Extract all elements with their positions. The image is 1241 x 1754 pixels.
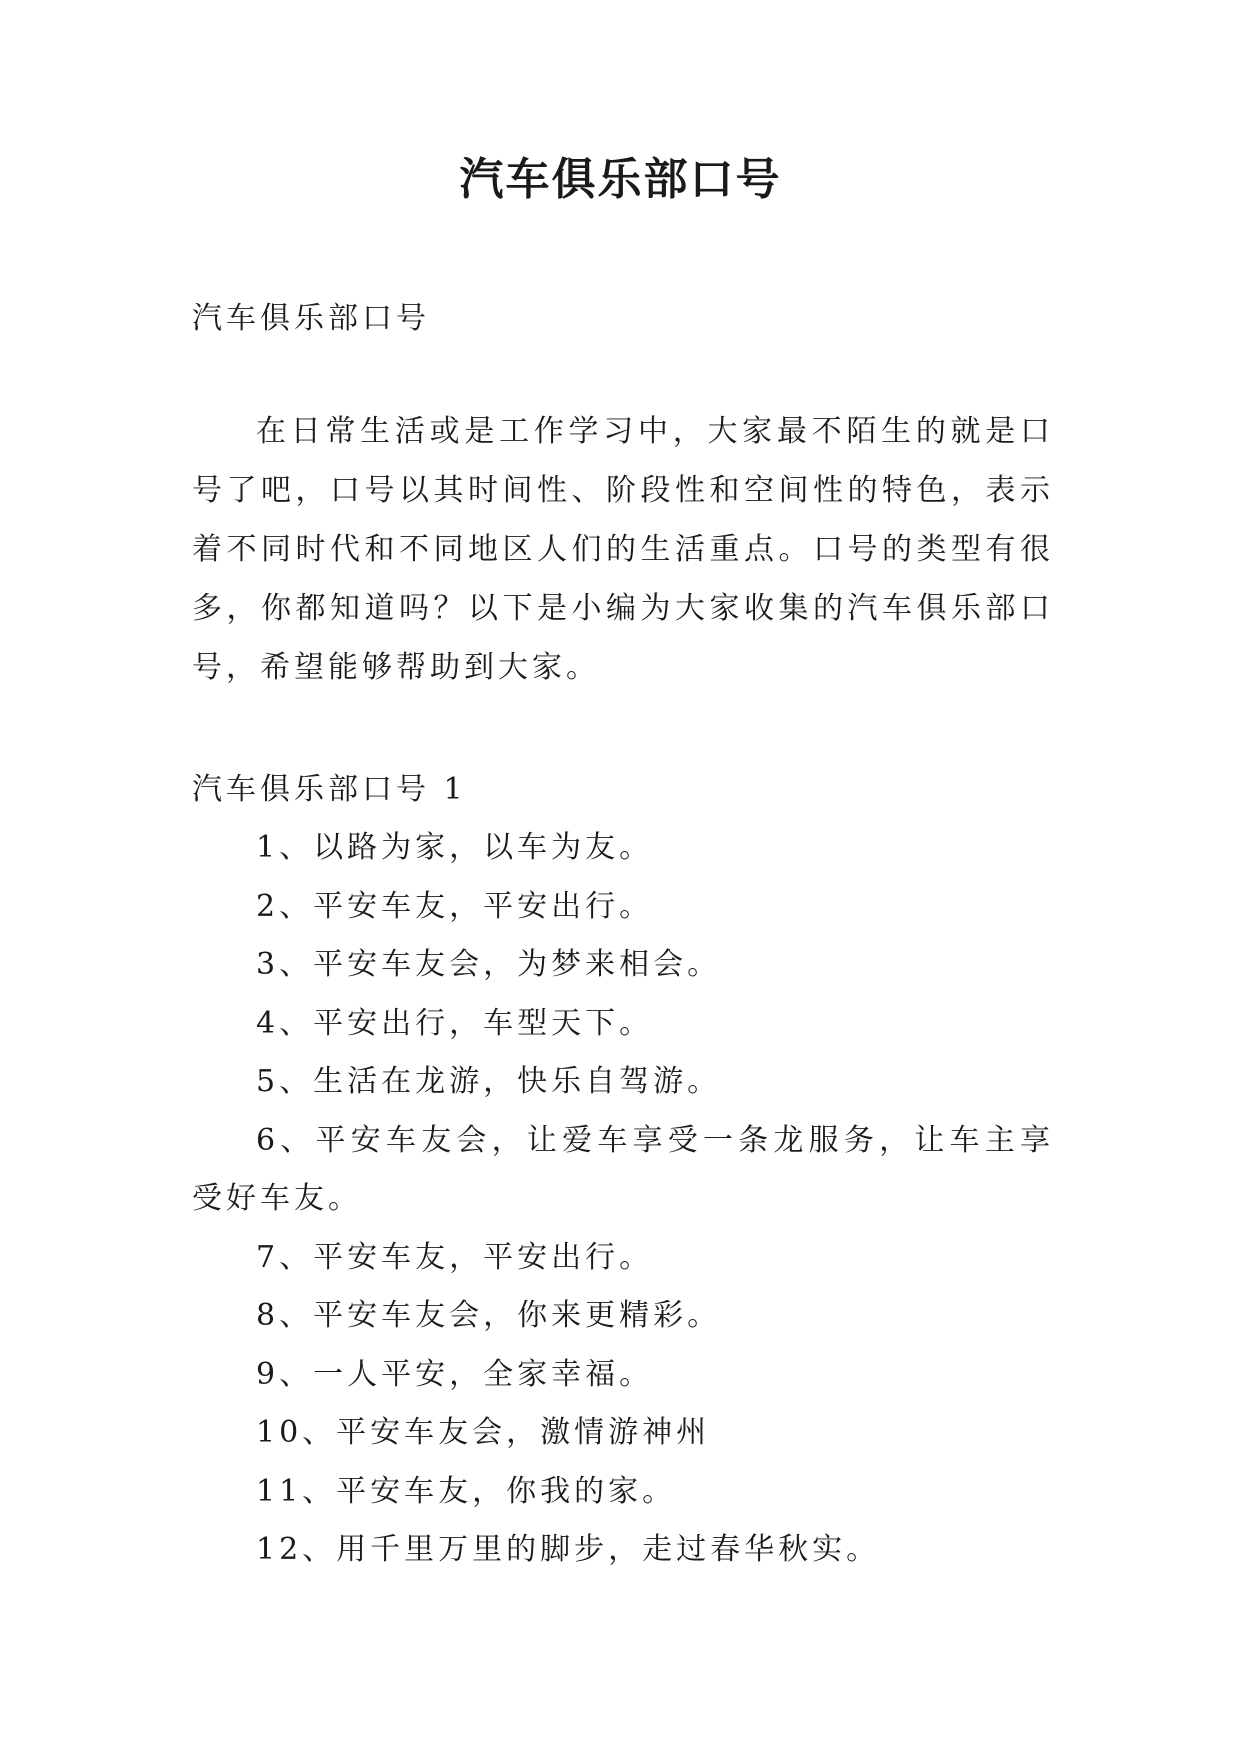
- slogan-item: 9、一人平安，全家幸福。: [256, 1356, 654, 1392]
- slogan-item: 12、用千里万里的脚步，走过春华秋实。: [256, 1532, 881, 1567]
- slogan-item: 8、平安车友会，你来更精彩。: [256, 1298, 722, 1333]
- slogan-item: 3、平安车友会，为梦来相会。: [256, 947, 722, 982]
- slogan-item: 5、生活在龙游，快乐自驾游。: [256, 1064, 722, 1099]
- slogan-item: 10、平安车友会，激情游神州: [256, 1415, 711, 1450]
- slogan-list: [192, 819, 1054, 1580]
- document-title: 汽车俱乐部口号: [459, 154, 782, 205]
- document-body: [192, 290, 1054, 1580]
- slogan-item: 11、平安车友，你我的家。: [256, 1473, 677, 1509]
- slogan-item: 2、平安车友，平安出行。: [256, 888, 654, 924]
- document-subtitle: 汽车俱乐部口号: [192, 301, 430, 336]
- slogan-item: 1、以路为家，以车为友。: [256, 830, 654, 865]
- slogan-item: 4、平安出行，车型天下。: [256, 1005, 654, 1041]
- section-heading: 汽车俱乐部口号 1: [192, 772, 467, 807]
- slogan-item: 6、平安车友会，让爱车享受一条龙服务，让车主享受好车友。: [192, 1122, 1054, 1216]
- intro-paragraph: 在日常生活或是工作学习中，大家最不陌生的就是口号了吧，口号以其时间性、阶段性和空间性的特色，表示着不同时代和不同地区人们的生活重点。口号的类型有很多，你都知道吗？以下是小编为大家收集的汽车俱乐部口号，希望能够帮助到大家。: [192, 414, 1054, 685]
- slogan-item: 7、平安车友，平安出行。: [256, 1239, 654, 1275]
